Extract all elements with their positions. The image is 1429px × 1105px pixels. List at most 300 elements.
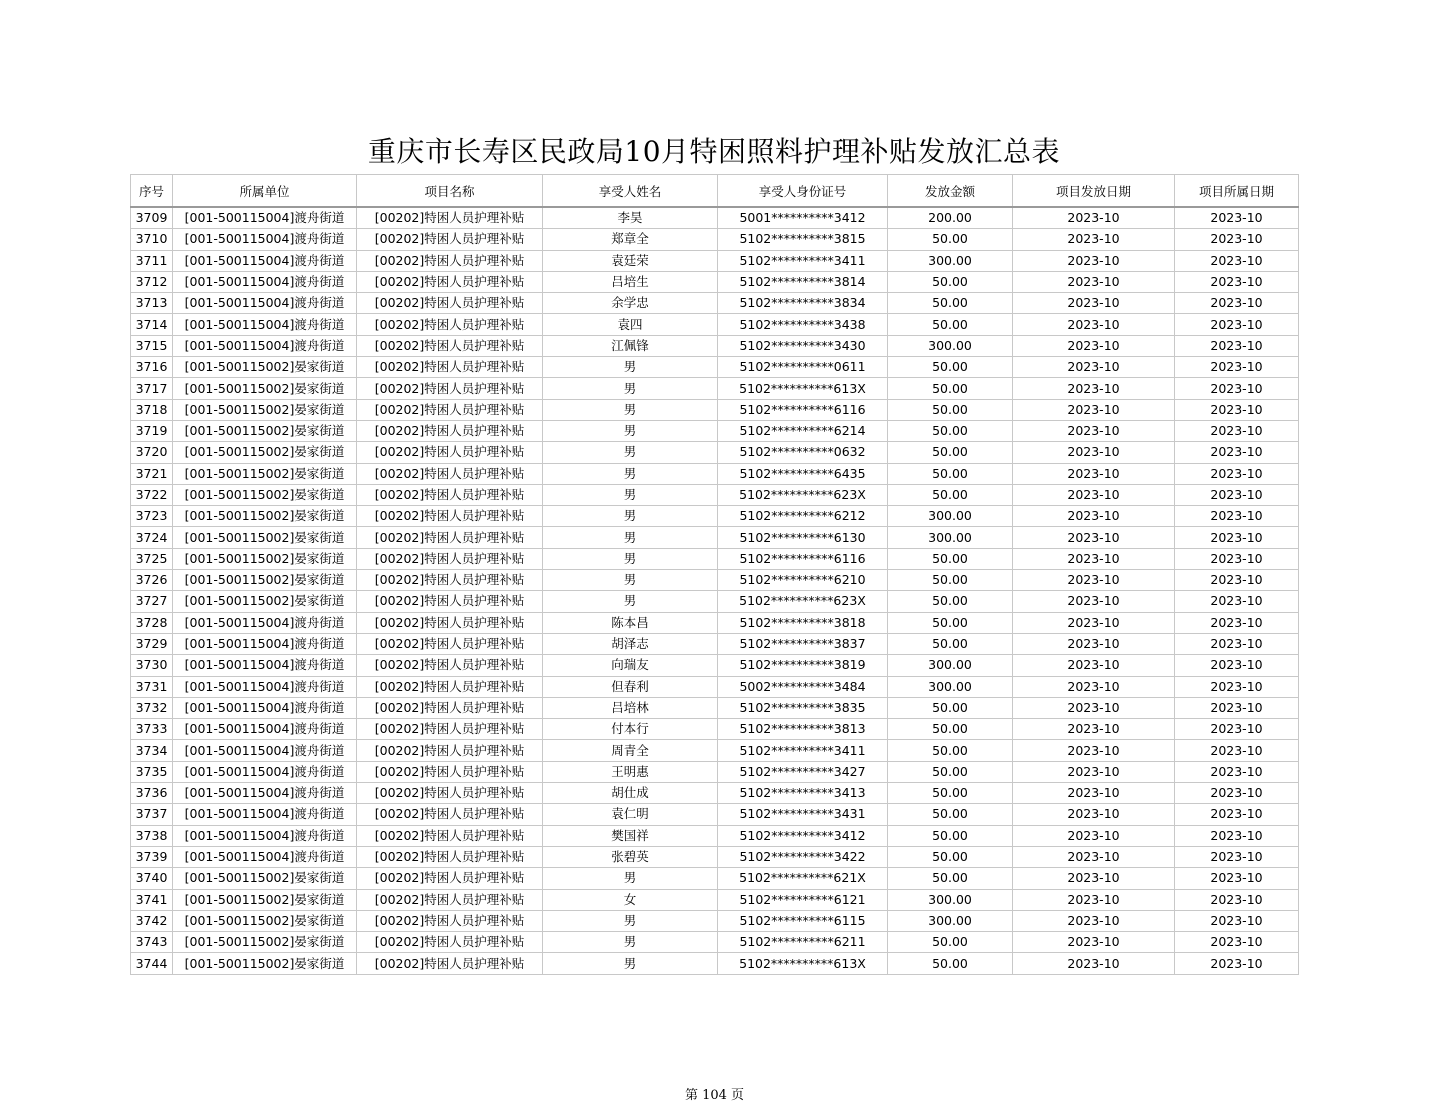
cell-id-number: 5102**********3412 bbox=[718, 825, 888, 846]
cell-project: [00202]特困人员护理补贴 bbox=[357, 889, 543, 910]
cell-index: 3730 bbox=[131, 655, 173, 676]
cell-amount: 50.00 bbox=[888, 420, 1013, 441]
cell-index: 3732 bbox=[131, 697, 173, 718]
cell-index: 3715 bbox=[131, 335, 173, 356]
cell-issue-date: 2023-10 bbox=[1013, 932, 1175, 953]
subsidy-table bbox=[130, 174, 1299, 975]
cell-period: 2023-10 bbox=[1175, 442, 1299, 463]
cell-issue-date: 2023-10 bbox=[1013, 570, 1175, 591]
cell-name: 男 bbox=[543, 506, 718, 527]
table-row bbox=[131, 868, 1299, 889]
column-header-period: 项目所属日期 bbox=[1175, 175, 1299, 208]
cell-id-number: 5102**********623X bbox=[718, 484, 888, 505]
cell-id-number: 5102**********3438 bbox=[718, 314, 888, 335]
cell-amount: 50.00 bbox=[888, 932, 1013, 953]
cell-project: [00202]特困人员护理补贴 bbox=[357, 910, 543, 931]
cell-project: [00202]特困人员护理补贴 bbox=[357, 442, 543, 463]
cell-unit: [001-500115004]渡舟街道 bbox=[173, 783, 357, 804]
cell-period: 2023-10 bbox=[1175, 697, 1299, 718]
table-row bbox=[131, 548, 1299, 569]
cell-issue-date: 2023-10 bbox=[1013, 804, 1175, 825]
cell-amount: 50.00 bbox=[888, 570, 1013, 591]
cell-period: 2023-10 bbox=[1175, 612, 1299, 633]
cell-id-number: 5102**********6212 bbox=[718, 506, 888, 527]
cell-name: 胡仕成 bbox=[543, 783, 718, 804]
column-header-name: 享受人姓名 bbox=[543, 175, 718, 208]
cell-id-number: 5102**********3834 bbox=[718, 293, 888, 314]
cell-name: 男 bbox=[543, 442, 718, 463]
cell-project: [00202]特困人员护理补贴 bbox=[357, 783, 543, 804]
cell-name: 张碧英 bbox=[543, 846, 718, 867]
cell-period: 2023-10 bbox=[1175, 676, 1299, 697]
cell-issue-date: 2023-10 bbox=[1013, 250, 1175, 271]
cell-amount: 50.00 bbox=[888, 399, 1013, 420]
cell-index: 3736 bbox=[131, 783, 173, 804]
cell-period: 2023-10 bbox=[1175, 932, 1299, 953]
cell-unit: [001-500115004]渡舟街道 bbox=[173, 293, 357, 314]
cell-issue-date: 2023-10 bbox=[1013, 676, 1175, 697]
cell-amount: 300.00 bbox=[888, 527, 1013, 548]
cell-amount: 50.00 bbox=[888, 633, 1013, 654]
cell-id-number: 5102**********3818 bbox=[718, 612, 888, 633]
cell-index: 3722 bbox=[131, 484, 173, 505]
cell-project: [00202]特困人员护理补贴 bbox=[357, 420, 543, 441]
table-row bbox=[131, 229, 1299, 250]
cell-amount: 50.00 bbox=[888, 825, 1013, 846]
table-row bbox=[131, 846, 1299, 867]
cell-period: 2023-10 bbox=[1175, 761, 1299, 782]
cell-unit: [001-500115004]渡舟街道 bbox=[173, 229, 357, 250]
table-row bbox=[131, 527, 1299, 548]
cell-amount: 300.00 bbox=[888, 910, 1013, 931]
cell-issue-date: 2023-10 bbox=[1013, 953, 1175, 974]
cell-issue-date: 2023-10 bbox=[1013, 293, 1175, 314]
column-header-issue-date: 项目发放日期 bbox=[1013, 175, 1175, 208]
cell-period: 2023-10 bbox=[1175, 271, 1299, 292]
cell-period: 2023-10 bbox=[1175, 868, 1299, 889]
cell-amount: 300.00 bbox=[888, 889, 1013, 910]
cell-name: 男 bbox=[543, 527, 718, 548]
cell-index: 3734 bbox=[131, 740, 173, 761]
cell-unit: [001-500115002]晏家街道 bbox=[173, 442, 357, 463]
cell-name: 男 bbox=[543, 548, 718, 569]
table-row bbox=[131, 633, 1299, 654]
cell-amount: 50.00 bbox=[888, 314, 1013, 335]
cell-unit: [001-500115004]渡舟街道 bbox=[173, 335, 357, 356]
cell-unit: [001-500115002]晏家街道 bbox=[173, 953, 357, 974]
cell-name: 李昊 bbox=[543, 207, 718, 229]
cell-id-number: 5102**********613X bbox=[718, 378, 888, 399]
cell-id-number: 5102**********3837 bbox=[718, 633, 888, 654]
table-row bbox=[131, 697, 1299, 718]
cell-name: 男 bbox=[543, 953, 718, 974]
cell-amount: 50.00 bbox=[888, 868, 1013, 889]
table-row bbox=[131, 399, 1299, 420]
cell-period: 2023-10 bbox=[1175, 229, 1299, 250]
cell-issue-date: 2023-10 bbox=[1013, 846, 1175, 867]
cell-name: 女 bbox=[543, 889, 718, 910]
table-row bbox=[131, 293, 1299, 314]
cell-name: 男 bbox=[543, 484, 718, 505]
table-row bbox=[131, 719, 1299, 740]
cell-issue-date: 2023-10 bbox=[1013, 910, 1175, 931]
cell-id-number: 5102**********6435 bbox=[718, 463, 888, 484]
cell-amount: 50.00 bbox=[888, 271, 1013, 292]
cell-project: [00202]特困人员护理补贴 bbox=[357, 548, 543, 569]
cell-name: 男 bbox=[543, 932, 718, 953]
cell-period: 2023-10 bbox=[1175, 357, 1299, 378]
cell-id-number: 5102**********3430 bbox=[718, 335, 888, 356]
cell-index: 3737 bbox=[131, 804, 173, 825]
cell-index: 3742 bbox=[131, 910, 173, 931]
cell-name: 胡泽志 bbox=[543, 633, 718, 654]
cell-index: 3714 bbox=[131, 314, 173, 335]
cell-index: 3724 bbox=[131, 527, 173, 548]
cell-amount: 50.00 bbox=[888, 293, 1013, 314]
cell-name: 男 bbox=[543, 570, 718, 591]
column-header-amount: 发放金额 bbox=[888, 175, 1013, 208]
cell-name: 余学忠 bbox=[543, 293, 718, 314]
cell-amount: 50.00 bbox=[888, 357, 1013, 378]
cell-project: [00202]特困人员护理补贴 bbox=[357, 399, 543, 420]
cell-index: 3740 bbox=[131, 868, 173, 889]
table-row bbox=[131, 932, 1299, 953]
cell-amount: 50.00 bbox=[888, 719, 1013, 740]
cell-index: 3709 bbox=[131, 207, 173, 229]
table-header-row bbox=[131, 175, 1299, 208]
cell-project: [00202]特困人员护理补贴 bbox=[357, 633, 543, 654]
cell-period: 2023-10 bbox=[1175, 527, 1299, 548]
cell-name: 吕培生 bbox=[543, 271, 718, 292]
column-header-unit: 所属单位 bbox=[173, 175, 357, 208]
cell-index: 3733 bbox=[131, 719, 173, 740]
cell-id-number: 5102**********3422 bbox=[718, 846, 888, 867]
cell-project: [00202]特困人员护理补贴 bbox=[357, 740, 543, 761]
cell-project: [00202]特困人员护理补贴 bbox=[357, 335, 543, 356]
cell-project: [00202]特困人员护理补贴 bbox=[357, 207, 543, 229]
table-row bbox=[131, 910, 1299, 931]
cell-unit: [001-500115004]渡舟街道 bbox=[173, 655, 357, 676]
cell-amount: 300.00 bbox=[888, 506, 1013, 527]
table-row bbox=[131, 484, 1299, 505]
cell-issue-date: 2023-10 bbox=[1013, 612, 1175, 633]
cell-period: 2023-10 bbox=[1175, 719, 1299, 740]
cell-amount: 50.00 bbox=[888, 846, 1013, 867]
cell-period: 2023-10 bbox=[1175, 548, 1299, 569]
table-row bbox=[131, 804, 1299, 825]
cell-unit: [001-500115004]渡舟街道 bbox=[173, 740, 357, 761]
cell-project: [00202]特困人员护理补贴 bbox=[357, 953, 543, 974]
cell-project: [00202]特困人员护理补贴 bbox=[357, 761, 543, 782]
cell-id-number: 5102**********6214 bbox=[718, 420, 888, 441]
cell-index: 3717 bbox=[131, 378, 173, 399]
cell-unit: [001-500115002]晏家街道 bbox=[173, 932, 357, 953]
cell-index: 3727 bbox=[131, 591, 173, 612]
cell-amount: 300.00 bbox=[888, 250, 1013, 271]
cell-unit: [001-500115004]渡舟街道 bbox=[173, 612, 357, 633]
cell-project: [00202]特困人员护理补贴 bbox=[357, 314, 543, 335]
cell-id-number: 5002**********3484 bbox=[718, 676, 888, 697]
cell-amount: 300.00 bbox=[888, 676, 1013, 697]
cell-amount: 50.00 bbox=[888, 697, 1013, 718]
cell-id-number: 5102**********613X bbox=[718, 953, 888, 974]
cell-id-number: 5102**********3815 bbox=[718, 229, 888, 250]
table-row bbox=[131, 420, 1299, 441]
cell-name: 男 bbox=[543, 910, 718, 931]
cell-id-number: 5102**********6211 bbox=[718, 932, 888, 953]
cell-issue-date: 2023-10 bbox=[1013, 207, 1175, 229]
column-header-project: 项目名称 bbox=[357, 175, 543, 208]
cell-index: 3743 bbox=[131, 932, 173, 953]
cell-name: 陈本昌 bbox=[543, 612, 718, 633]
cell-amount: 50.00 bbox=[888, 761, 1013, 782]
cell-id-number: 5102**********0611 bbox=[718, 357, 888, 378]
cell-unit: [001-500115002]晏家街道 bbox=[173, 548, 357, 569]
cell-project: [00202]特困人员护理补贴 bbox=[357, 271, 543, 292]
cell-issue-date: 2023-10 bbox=[1013, 591, 1175, 612]
cell-issue-date: 2023-10 bbox=[1013, 633, 1175, 654]
cell-amount: 200.00 bbox=[888, 207, 1013, 229]
cell-issue-date: 2023-10 bbox=[1013, 442, 1175, 463]
cell-unit: [001-500115002]晏家街道 bbox=[173, 463, 357, 484]
cell-id-number: 5102**********6130 bbox=[718, 527, 888, 548]
cell-name: 王明惠 bbox=[543, 761, 718, 782]
cell-id-number: 5102**********623X bbox=[718, 591, 888, 612]
cell-index: 3723 bbox=[131, 506, 173, 527]
cell-unit: [001-500115002]晏家街道 bbox=[173, 506, 357, 527]
cell-project: [00202]特困人员护理补贴 bbox=[357, 357, 543, 378]
cell-name: 周青全 bbox=[543, 740, 718, 761]
cell-unit: [001-500115004]渡舟街道 bbox=[173, 676, 357, 697]
cell-name: 袁廷荣 bbox=[543, 250, 718, 271]
cell-id-number: 5102**********0632 bbox=[718, 442, 888, 463]
table-row bbox=[131, 314, 1299, 335]
cell-project: [00202]特困人员护理补贴 bbox=[357, 719, 543, 740]
cell-period: 2023-10 bbox=[1175, 953, 1299, 974]
cell-project: [00202]特困人员护理补贴 bbox=[357, 378, 543, 399]
cell-unit: [001-500115002]晏家街道 bbox=[173, 868, 357, 889]
cell-name: 郑章全 bbox=[543, 229, 718, 250]
cell-amount: 50.00 bbox=[888, 804, 1013, 825]
page-number: 第 104 页 bbox=[684, 1088, 745, 1103]
cell-index: 3744 bbox=[131, 953, 173, 974]
cell-index: 3720 bbox=[131, 442, 173, 463]
cell-unit: [001-500115002]晏家街道 bbox=[173, 357, 357, 378]
table-row bbox=[131, 463, 1299, 484]
cell-project: [00202]特困人员护理补贴 bbox=[357, 804, 543, 825]
cell-amount: 50.00 bbox=[888, 484, 1013, 505]
table-row bbox=[131, 783, 1299, 804]
table-row bbox=[131, 250, 1299, 271]
cell-id-number: 5102**********3814 bbox=[718, 271, 888, 292]
cell-period: 2023-10 bbox=[1175, 207, 1299, 229]
cell-index: 3735 bbox=[131, 761, 173, 782]
cell-id-number: 5102**********6116 bbox=[718, 548, 888, 569]
cell-issue-date: 2023-10 bbox=[1013, 655, 1175, 676]
cell-unit: [001-500115002]晏家街道 bbox=[173, 484, 357, 505]
cell-name: 男 bbox=[543, 591, 718, 612]
cell-project: [00202]特困人员护理补贴 bbox=[357, 570, 543, 591]
cell-index: 3719 bbox=[131, 420, 173, 441]
table-row bbox=[131, 357, 1299, 378]
cell-name: 袁仁明 bbox=[543, 804, 718, 825]
cell-amount: 300.00 bbox=[888, 655, 1013, 676]
cell-period: 2023-10 bbox=[1175, 335, 1299, 356]
cell-index: 3712 bbox=[131, 271, 173, 292]
cell-unit: [001-500115004]渡舟街道 bbox=[173, 314, 357, 335]
cell-issue-date: 2023-10 bbox=[1013, 825, 1175, 846]
cell-issue-date: 2023-10 bbox=[1013, 335, 1175, 356]
cell-unit: [001-500115002]晏家街道 bbox=[173, 591, 357, 612]
cell-id-number: 5102**********3413 bbox=[718, 783, 888, 804]
cell-period: 2023-10 bbox=[1175, 655, 1299, 676]
table-row bbox=[131, 271, 1299, 292]
cell-issue-date: 2023-10 bbox=[1013, 719, 1175, 740]
cell-period: 2023-10 bbox=[1175, 506, 1299, 527]
cell-period: 2023-10 bbox=[1175, 378, 1299, 399]
table-row bbox=[131, 676, 1299, 697]
cell-issue-date: 2023-10 bbox=[1013, 548, 1175, 569]
cell-index: 3739 bbox=[131, 846, 173, 867]
cell-unit: [001-500115002]晏家街道 bbox=[173, 910, 357, 931]
cell-name: 吕培林 bbox=[543, 697, 718, 718]
table-row bbox=[131, 378, 1299, 399]
cell-id-number: 5102**********3813 bbox=[718, 719, 888, 740]
cell-index: 3711 bbox=[131, 250, 173, 271]
cell-id-number: 5102**********621X bbox=[718, 868, 888, 889]
cell-issue-date: 2023-10 bbox=[1013, 229, 1175, 250]
cell-issue-date: 2023-10 bbox=[1013, 378, 1175, 399]
cell-project: [00202]特困人员护理补贴 bbox=[357, 825, 543, 846]
cell-amount: 50.00 bbox=[888, 229, 1013, 250]
cell-name: 江佩锋 bbox=[543, 335, 718, 356]
cell-period: 2023-10 bbox=[1175, 463, 1299, 484]
cell-index: 3731 bbox=[131, 676, 173, 697]
cell-period: 2023-10 bbox=[1175, 804, 1299, 825]
cell-unit: [001-500115004]渡舟街道 bbox=[173, 804, 357, 825]
cell-index: 3725 bbox=[131, 548, 173, 569]
cell-amount: 50.00 bbox=[888, 378, 1013, 399]
cell-unit: [001-500115002]晏家街道 bbox=[173, 378, 357, 399]
cell-period: 2023-10 bbox=[1175, 825, 1299, 846]
cell-id-number: 5102**********3427 bbox=[718, 761, 888, 782]
cell-name: 男 bbox=[543, 463, 718, 484]
cell-period: 2023-10 bbox=[1175, 846, 1299, 867]
cell-amount: 50.00 bbox=[888, 463, 1013, 484]
table-row bbox=[131, 612, 1299, 633]
table-row bbox=[131, 207, 1299, 229]
cell-issue-date: 2023-10 bbox=[1013, 868, 1175, 889]
cell-project: [00202]特困人员护理补贴 bbox=[357, 293, 543, 314]
cell-issue-date: 2023-10 bbox=[1013, 506, 1175, 527]
cell-issue-date: 2023-10 bbox=[1013, 314, 1175, 335]
cell-index: 3710 bbox=[131, 229, 173, 250]
cell-amount: 50.00 bbox=[888, 783, 1013, 804]
cell-name: 男 bbox=[543, 357, 718, 378]
cell-index: 3741 bbox=[131, 889, 173, 910]
table-row bbox=[131, 591, 1299, 612]
cell-index: 3726 bbox=[131, 570, 173, 591]
cell-id-number: 5001**********3412 bbox=[718, 207, 888, 229]
cell-unit: [001-500115004]渡舟街道 bbox=[173, 271, 357, 292]
cell-id-number: 5102**********3431 bbox=[718, 804, 888, 825]
cell-period: 2023-10 bbox=[1175, 399, 1299, 420]
cell-id-number: 5102**********6115 bbox=[718, 910, 888, 931]
cell-amount: 50.00 bbox=[888, 442, 1013, 463]
table-row bbox=[131, 953, 1299, 974]
cell-id-number: 5102**********3835 bbox=[718, 697, 888, 718]
cell-issue-date: 2023-10 bbox=[1013, 420, 1175, 441]
cell-period: 2023-10 bbox=[1175, 633, 1299, 654]
table-row bbox=[131, 740, 1299, 761]
cell-unit: [001-500115004]渡舟街道 bbox=[173, 761, 357, 782]
cell-issue-date: 2023-10 bbox=[1013, 889, 1175, 910]
cell-issue-date: 2023-10 bbox=[1013, 271, 1175, 292]
cell-project: [00202]特困人员护理补贴 bbox=[357, 229, 543, 250]
cell-period: 2023-10 bbox=[1175, 783, 1299, 804]
cell-unit: [001-500115004]渡舟街道 bbox=[173, 697, 357, 718]
cell-period: 2023-10 bbox=[1175, 889, 1299, 910]
cell-id-number: 5102**********6116 bbox=[718, 399, 888, 420]
cell-issue-date: 2023-10 bbox=[1013, 783, 1175, 804]
cell-project: [00202]特困人员护理补贴 bbox=[357, 846, 543, 867]
table-row bbox=[131, 655, 1299, 676]
column-header-index: 序号 bbox=[131, 175, 173, 208]
cell-name: 男 bbox=[543, 399, 718, 420]
cell-project: [00202]特困人员护理补贴 bbox=[357, 591, 543, 612]
cell-name: 付本行 bbox=[543, 719, 718, 740]
cell-project: [00202]特困人员护理补贴 bbox=[357, 527, 543, 548]
cell-index: 3738 bbox=[131, 825, 173, 846]
cell-unit: [001-500115004]渡舟街道 bbox=[173, 825, 357, 846]
table-row bbox=[131, 570, 1299, 591]
cell-period: 2023-10 bbox=[1175, 420, 1299, 441]
page-title: 重庆市长寿区民政局10月特困照料护理补贴发放汇总表 bbox=[367, 135, 1061, 168]
cell-issue-date: 2023-10 bbox=[1013, 399, 1175, 420]
cell-unit: [001-500115002]晏家街道 bbox=[173, 889, 357, 910]
table-row bbox=[131, 825, 1299, 846]
cell-index: 3728 bbox=[131, 612, 173, 633]
table-body bbox=[131, 207, 1299, 974]
cell-unit: [001-500115004]渡舟街道 bbox=[173, 207, 357, 229]
cell-project: [00202]特困人员护理补贴 bbox=[357, 463, 543, 484]
cell-name: 男 bbox=[543, 868, 718, 889]
cell-amount: 50.00 bbox=[888, 740, 1013, 761]
cell-issue-date: 2023-10 bbox=[1013, 484, 1175, 505]
cell-id-number: 5102**********6210 bbox=[718, 570, 888, 591]
cell-period: 2023-10 bbox=[1175, 591, 1299, 612]
cell-project: [00202]特困人员护理补贴 bbox=[357, 655, 543, 676]
cell-unit: [001-500115004]渡舟街道 bbox=[173, 250, 357, 271]
cell-period: 2023-10 bbox=[1175, 740, 1299, 761]
cell-amount: 50.00 bbox=[888, 953, 1013, 974]
cell-id-number: 5102**********3819 bbox=[718, 655, 888, 676]
cell-name: 向瑞友 bbox=[543, 655, 718, 676]
cell-issue-date: 2023-10 bbox=[1013, 357, 1175, 378]
cell-name: 男 bbox=[543, 420, 718, 441]
cell-project: [00202]特困人员护理补贴 bbox=[357, 697, 543, 718]
cell-id-number: 5102**********3411 bbox=[718, 740, 888, 761]
cell-project: [00202]特困人员护理补贴 bbox=[357, 868, 543, 889]
cell-unit: [001-500115002]晏家街道 bbox=[173, 420, 357, 441]
cell-issue-date: 2023-10 bbox=[1013, 527, 1175, 548]
cell-amount: 300.00 bbox=[888, 335, 1013, 356]
cell-amount: 50.00 bbox=[888, 548, 1013, 569]
table-row bbox=[131, 442, 1299, 463]
cell-unit: [001-500115002]晏家街道 bbox=[173, 527, 357, 548]
cell-period: 2023-10 bbox=[1175, 910, 1299, 931]
cell-index: 3718 bbox=[131, 399, 173, 420]
